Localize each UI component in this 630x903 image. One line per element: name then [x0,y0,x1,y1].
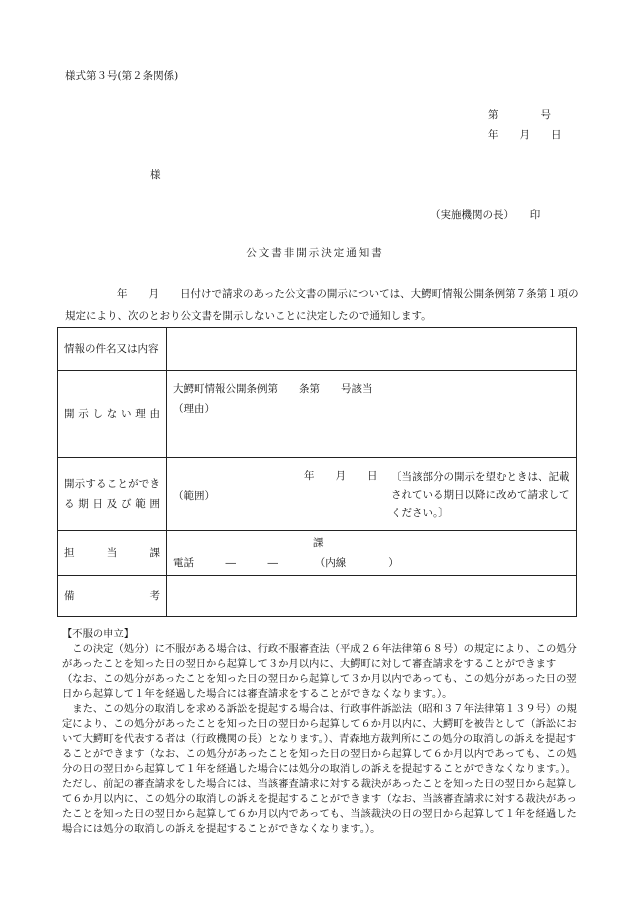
appeal-paragraph-2: また、この処分の取消しを求める訴訟を提起する場合は、行政事件訴訟法（昭和３７年法律第１３９号）の規定により、この処分があったことを知った日の翌日から起算して６か月以内に、大鰐町を被告として（訴訟において大鰐町を代表する者は（行政機関の長）となります。）、青森地方裁判所にこの処分の取消しの訴えを提起することができます（なお、この処分があったことを知った日の翌日から起算して６か月以内であっても、この処分の日の翌日から起算して１年を経過した場合には処分の取消しの訴えを提起することができなくなります。）。ただし、前記の審査請求をした場合には、当該審査請求に対する裁決があったことを知った日の翌日から起算して６か月以内に、この処分の取消しの訴えを提起することができます（なお、当該審査請求に対する裁決があったことを知った日の翌日から起算して６か月以内であっても、当該裁決の日の翌日から起算して１年を経過した場合には処分の取消しの訴えを提起することができなくなります。）。 [62,703,577,835]
reason-value [167,371,577,458]
reason-text-label: （理由） [173,403,215,415]
table-row-reason [58,371,577,458]
table-row-department [58,531,577,576]
intro-paragraph: 年 月 日付けで請求のあった公文書の開示については、大鰐町情報公開条例第７条第１項の規定により、次のとおり公文書を開示しないことに決定したので通知します。 [65,288,579,322]
issuer-signature: （実施機関の長） 印 [430,209,541,221]
appeal-paragraph-1: この決定（処分）に不服がある場合は、行政不服審査法（平成２６年法律第６８号）の規定により、この処分があったことを知った日の翌日から起算して３か月以内に、大鰐町に対して審査請求をすることができます [62,643,577,670]
appeal-paragraph-1-note: （なお、この処分があったことを知った日の翌日から起算して３か月以内であっても、この処分があった日の翌日から起算して１年を経過した場合には審査請求をすることができなくなります。）。 [62,673,577,700]
disclosure-note: 〔当該部分の開示を望むときは、記載されている期日以降に改めて請求してください。〕 [391,471,570,519]
department-phone: 電話 ― ― （内線 ） [173,557,399,569]
remarks-value [167,576,577,617]
disclosure-date-label: 開示することができる期日及び範囲 [58,458,167,531]
form-number: 様式第３号(第２条関係) [65,70,179,82]
department-value [167,531,577,576]
subject-label: 情報の件名又は内容 [58,328,167,371]
document-title: 公文書非開示決定通知書 [246,247,384,259]
reason-ordinance-line: 大鰐町情報公開条例第 条第 号該当 [173,383,373,395]
addressee: 様 [150,169,161,181]
department-ka: 課 [313,537,324,549]
decision-table [57,327,577,617]
department-label: 担当課 [58,531,167,576]
disclosure-date-value [167,458,577,531]
remarks-label: 備考 [58,576,167,617]
disclosure-range-label: （範囲） [173,490,215,502]
appeal-notice [62,627,582,837]
appeal-heading: 【不服の申立】 [62,628,135,640]
table-row-subject [58,328,577,371]
table-row-disclosure-date [58,458,577,531]
reason-label: 開示しない理由 [58,371,167,458]
table-row-remarks [58,576,577,617]
document-number-line: 第 号 [488,109,551,121]
document-date-line: 年 月 日 [488,129,562,141]
disclosure-date: 年 月 日 [304,470,378,482]
subject-value [167,328,577,371]
